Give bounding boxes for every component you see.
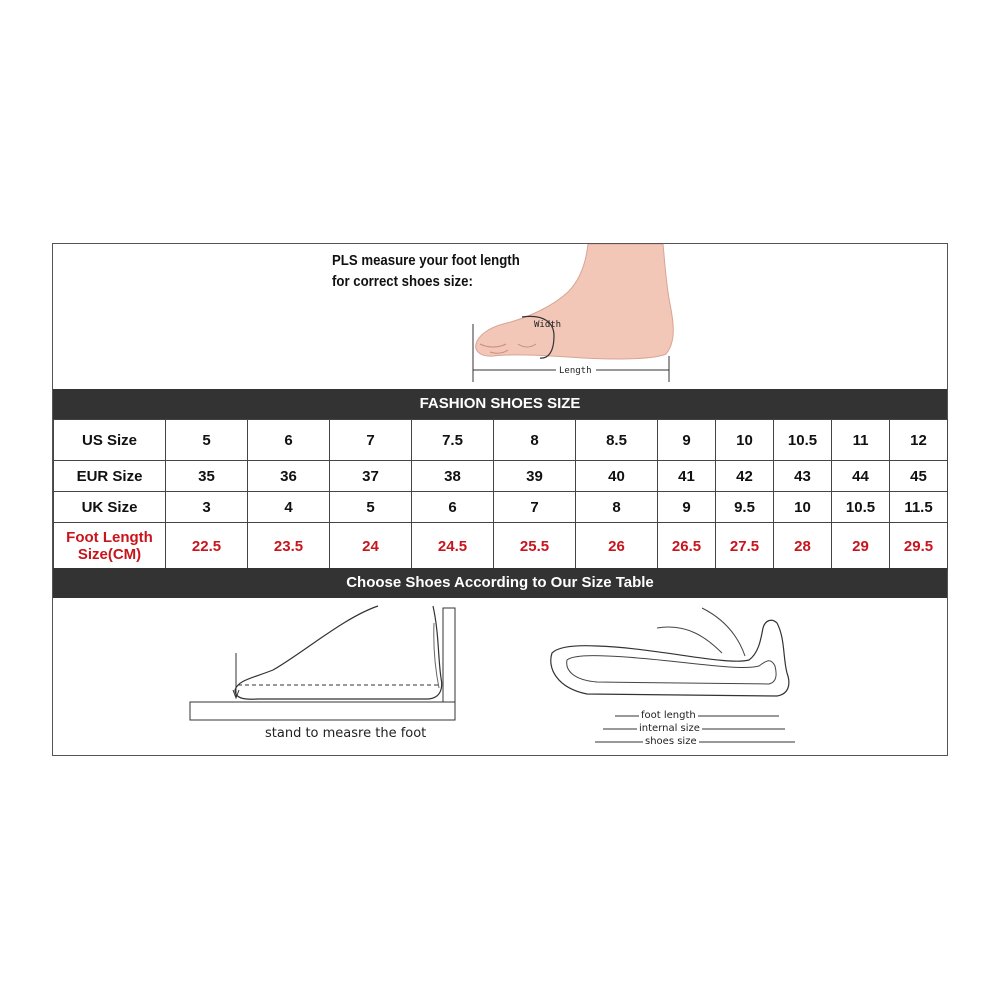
fashion-shoes-size-header: FASHION SHOES SIZE (53, 389, 947, 419)
table-cell: 25.5 (494, 523, 576, 570)
table-cell: 29.5 (890, 523, 948, 570)
table-cell: 35 (166, 461, 248, 492)
stand-foot-illustration (183, 598, 473, 723)
table-cell: 10 (774, 492, 832, 523)
row-label-us: US Size (54, 420, 166, 461)
table-cell: 8 (576, 492, 658, 523)
table-cell: 6 (248, 420, 330, 461)
foot-skin-shape (476, 244, 674, 359)
table-cell: 26 (576, 523, 658, 570)
leg-outline (657, 608, 745, 656)
table-cell: 23.5 (248, 523, 330, 570)
table-cell: 7 (330, 420, 412, 461)
table-cell: 42 (716, 461, 774, 492)
table-cell: 8.5 (576, 420, 658, 461)
table-cell: 28 (774, 523, 832, 570)
measuring-guide (53, 598, 947, 756)
table-cell: 11.5 (890, 492, 948, 523)
table-cell: 7.5 (412, 420, 494, 461)
floor-board (190, 702, 455, 720)
table-row-uk (54, 492, 948, 523)
table-row-us (54, 420, 948, 461)
table-cell: 8 (494, 420, 576, 461)
wall-curves (434, 623, 439, 688)
wall-board (443, 608, 455, 702)
foot-length-label: foot length (641, 710, 696, 721)
row-label-foot-length-line-1: Foot Length (66, 529, 153, 546)
table-cell: 40 (576, 461, 658, 492)
length-label: Length (559, 366, 592, 376)
table-cell: 22.5 (166, 523, 248, 570)
table-cell: 7 (494, 492, 576, 523)
table-cell: 10.5 (774, 420, 832, 461)
table-cell: 5 (330, 492, 412, 523)
table-cell: 4 (248, 492, 330, 523)
table-cell: 10 (716, 420, 774, 461)
row-label-foot-length (54, 523, 166, 570)
instruction-line-2: for correct shoes size: (332, 273, 473, 290)
row-label-uk: UK Size (54, 492, 166, 523)
table-cell: 41 (658, 461, 716, 492)
table-cell: 38 (412, 461, 494, 492)
table-cell: 9 (658, 492, 716, 523)
table-cell: 36 (248, 461, 330, 492)
table-cell: 5 (166, 420, 248, 461)
measure-intro (53, 244, 947, 389)
table-cell: 11 (832, 420, 890, 461)
row-label-eur: EUR Size (54, 461, 166, 492)
table-cell: 27.5 (716, 523, 774, 570)
table-cell: 39 (494, 461, 576, 492)
table-cell: 9.5 (716, 492, 774, 523)
instruction-line-1: PLS measure your foot length (332, 252, 520, 269)
table-cell: 24 (330, 523, 412, 570)
size-table (53, 419, 948, 570)
table-cell: 43 (774, 461, 832, 492)
table-cell: 6 (412, 492, 494, 523)
table-cell: 45 (890, 461, 948, 492)
choose-shoes-banner: Choose Shoes According to Our Size Table (53, 568, 947, 598)
table-cell: 3 (166, 492, 248, 523)
stand-measure-caption: stand to measre the foot (265, 726, 427, 741)
table-cell: 24.5 (412, 523, 494, 570)
table-cell: 29 (832, 523, 890, 570)
table-cell: 10.5 (832, 492, 890, 523)
shoe-outer-outline (551, 620, 789, 696)
table-cell: 37 (330, 461, 412, 492)
foot-measure-illustration (458, 244, 683, 389)
table-cell: 12 (890, 420, 948, 461)
size-chart (52, 243, 948, 756)
width-label: Width (534, 320, 562, 330)
row-label-foot-length-line-2: Size(CM) (77, 546, 142, 563)
table-row-eur (54, 461, 948, 492)
shoes-size-label: shoes size (645, 736, 697, 747)
table-cell: 26.5 (658, 523, 716, 570)
internal-size-label: internal size (639, 723, 700, 734)
table-row-foot-length (54, 523, 948, 570)
table-cell: 44 (832, 461, 890, 492)
table-cell: 9 (658, 420, 716, 461)
shoe-inner-outline (567, 656, 776, 684)
